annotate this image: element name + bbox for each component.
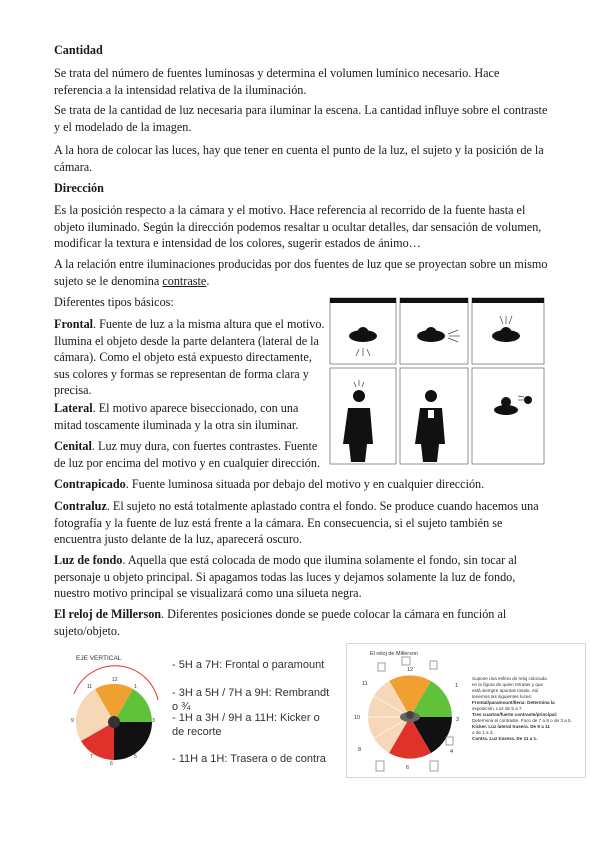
heading-direccion: Dirección <box>54 181 104 195</box>
millerson-line-10: o de 1 a 3. <box>472 730 494 735</box>
svg-text:4: 4 <box>450 749 454 755</box>
millerson-line-8: Determina el contraste. Foco de 7 a 9 o de 3 a 5. <box>472 718 572 723</box>
paragraph-direccion-1: Es la posición respecto a la cámara y el motivo. Hace referencia al recorrido de la fuente hasta el objeto iluminado. Según la dirección podemos resaltar u ocultar detalles, dar sensación de volumen, modificar la textura e intensidad de los colores, sugerir estados de ánimo… <box>54 203 542 251</box>
bullet-rembrandt: - 3H a 5H / 7H a 9H: Rembrandt o ¾ <box>172 687 330 713</box>
svg-text:1: 1 <box>134 684 137 690</box>
bullet-kicker: - 1H a 3H / 9H a 11H: Kicker o de recorte <box>172 712 320 738</box>
figure2-title: El reloj de Millerson <box>370 651 418 657</box>
bullet-trasera: - 11H a 1H: Trasera o de contra <box>172 753 326 765</box>
svg-text:8: 8 <box>358 747 362 753</box>
svg-text:11: 11 <box>87 684 93 690</box>
svg-text:5: 5 <box>134 754 137 760</box>
lighting-directions-illustration <box>328 296 546 466</box>
millerson-line-1: Supone una esfera de reloj colocada <box>472 676 547 681</box>
paragraph-frontal: Frontal. Fuente de luz a la misma altura que el motivo. Ilumina el objeto desde la parte delantera (lateral de la cámara). Como el objeto está expuesto directamente, sus colores y formas se representan de forma clara y precisa. <box>54 317 325 398</box>
paragraph-cantidad-1: Se trata del número de fuentes luminosas y determina el volumen lumínico necesario. Hace referencia a la intensidad relativa de la iluminación. <box>54 66 500 97</box>
millerson-line-5: Frontal/paramount/llena: Determina la <box>472 700 555 705</box>
svg-text:11: 11 <box>362 681 368 687</box>
paragraph-contraluz: Contraluz. El sujeto no está totalmente aplastado contra el fondo. Se produce cuando hacemos una fotografía y la fuente de luz está frente a la cámara. En consecuencia, si el sujeto también se encuentra justo delante de la luz, aparecerá oscuro. <box>54 499 539 547</box>
millerson-line-6: exposición. Luz de 5 a 7. <box>472 706 523 711</box>
millerson-line-7: Tres cuartos/fuerte contraste/principal: <box>472 712 558 717</box>
svg-text:7: 7 <box>90 754 93 760</box>
svg-text:12: 12 <box>112 677 118 683</box>
paragraph-cenital: Cenital. Luz muy dura, con fuertes contrastes. Fuente de luz por encima del motivo y en cualquier dirección. <box>54 439 320 470</box>
svg-text:10: 10 <box>354 715 361 721</box>
bullet-frontal: - 5H a 7H: Frontal o paramount <box>172 659 325 671</box>
tipos-intro: Diferentes tipos básicos: <box>54 295 174 309</box>
svg-text:6: 6 <box>110 761 113 767</box>
svg-text:6: 6 <box>406 765 410 771</box>
paragraph-luz-de-fondo: Luz de fondo. Aquella que está colocada de modo que ilumina solamente el fondo, sin tocar al personaje u objeto principal. Si apagamos todas las luces y dejamos solamente la luz de fondo, nuestro motivo principal se visualizará como una silueta negra. <box>54 553 518 601</box>
millerson-line-11: Contra. Luz trasera. De 11 a 1. <box>472 736 538 741</box>
svg-text:9: 9 <box>71 718 74 724</box>
millerson-line-3: está siempre apuntas tosalo. Así <box>472 688 539 693</box>
svg-text:3: 3 <box>152 718 155 724</box>
millerson-line-9: Kicker. Luz lateral trasera. De 9 a 11 <box>472 724 550 729</box>
paragraph-millerson: El reloj de Millerson. Diferentes posiciones donde se puede colocar la cámara en función al sujeto/objeto. <box>54 607 507 638</box>
svg-text:3: 3 <box>456 717 460 723</box>
millerson-description <box>472 676 584 742</box>
millerson-line-4: tenemos las siguientes luces: <box>472 694 533 699</box>
paragraph-cantidad-3: A la hora de colocar las luces, hay que tener en cuenta el punto de la luz, el sujeto y la posición de la cámara. <box>54 143 544 174</box>
clock-diagram-vertical-axis <box>54 648 172 768</box>
millerson-line-2: en la figura de quien retratas y que <box>472 682 543 687</box>
contraste-link[interactable]: contraste <box>162 273 207 288</box>
paragraph-lateral: Lateral. El motivo aparece biseccionado, con una mitad toscamente iluminada y la otra sin iluminar. <box>54 401 299 432</box>
heading-cantidad: Cantidad <box>54 43 103 57</box>
svg-text:1: 1 <box>455 683 459 689</box>
paragraph-direccion-2: A la relación entre iluminaciones producidas por dos fuentes de luz que se proyectan sobre un mismo sujeto se le denomina contraste. <box>54 257 548 288</box>
svg-text:12: 12 <box>407 667 414 673</box>
paragraph-contrapicado: Contrapicado. Fuente luminosa situada por debajo del motivo y en cualquier dirección. <box>54 477 485 491</box>
figure1-title: EJE VERTICAL <box>76 655 122 662</box>
paragraph-cantidad-2: Se trata de la cantidad de luz necesaria para iluminar la escena. La cantidad influye sobre el contraste y el modelado de la imagen. <box>54 103 548 134</box>
